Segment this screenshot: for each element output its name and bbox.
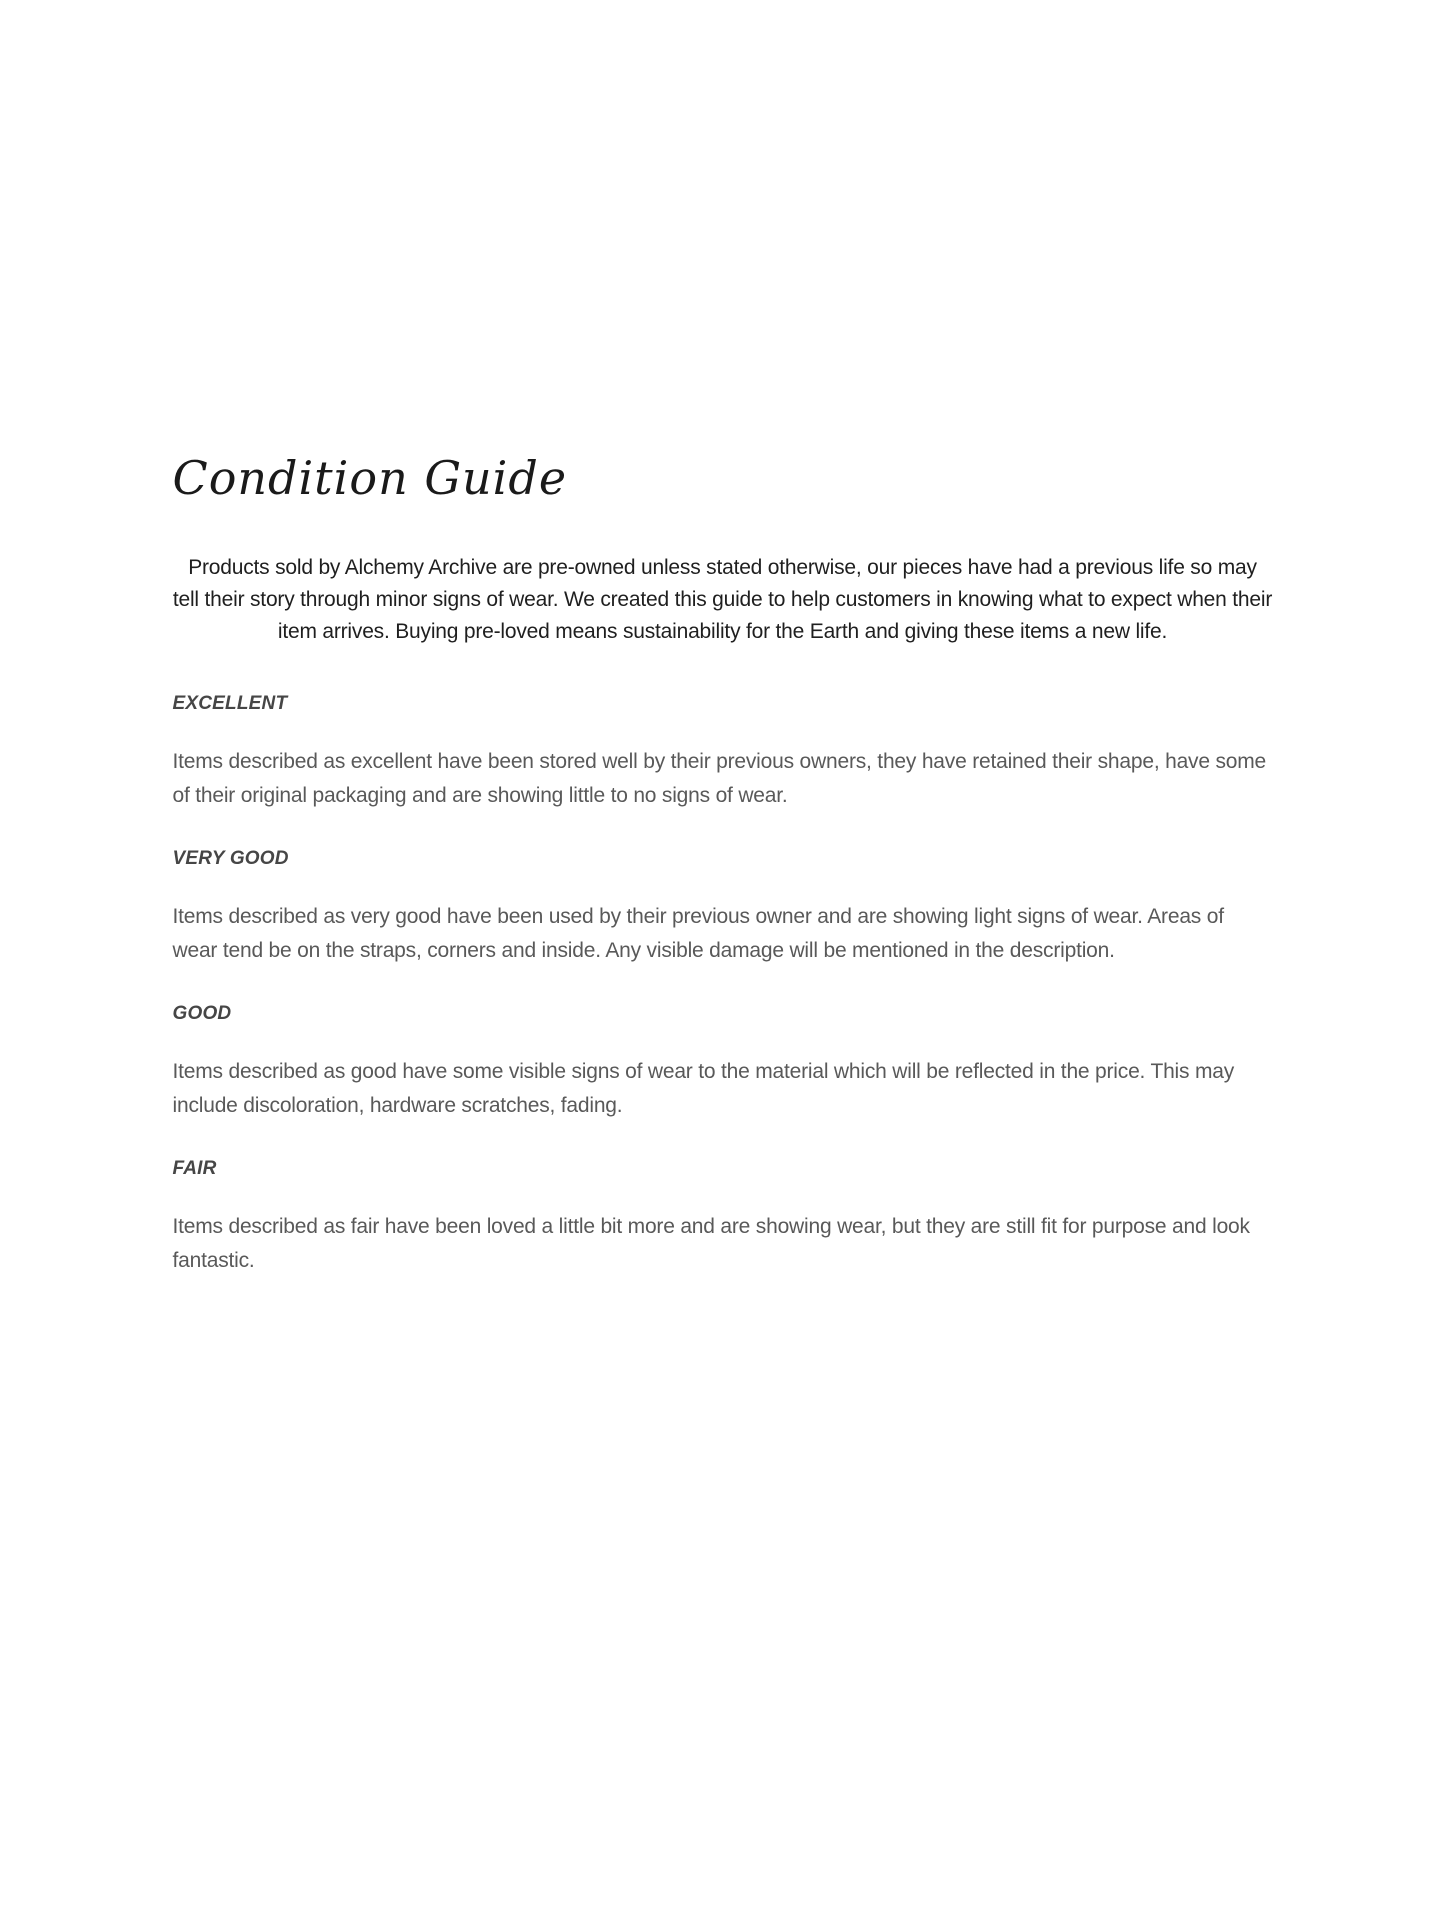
grade-heading-excellent: EXCELLENT (172, 693, 288, 714)
condition-section-excellent (173, 692, 1273, 813)
grade-description-good: Items described as good have some visible signs of wear to the material which will be reflected in the price. This may include discoloration, hardware scratches, fading. (172, 1060, 1235, 1117)
grade-description-fair: Items described as fair have been loved a little bit more and are showing wear, but they are still fit for purpose and look fantastic. (172, 1215, 1250, 1272)
grade-description-very-good: Items described as very good have been used by their previous owner and are showing light signs of wear. Areas of wear tend be on the straps, corners and inside. Any visible damage will be mentioned in the description. (172, 905, 1224, 962)
condition-guide-page (173, 0, 1273, 1278)
grade-description-excellent: Items described as excellent have been stored well by their previous owners, they have retained their shape, have some of their original packaging and are showing little to no signs of wear. (172, 750, 1267, 807)
page-title: Condition Guide (172, 451, 568, 505)
condition-section-fair (173, 1157, 1273, 1278)
condition-section-very-good (173, 847, 1273, 968)
grade-heading-good: GOOD (172, 1003, 232, 1024)
grade-heading-very-good: VERY GOOD (172, 848, 289, 869)
intro-paragraph: Products sold by Alchemy Archive are pre-owned unless stated otherwise, our pieces have had a previous life so may tell their story through minor signs of wear. We created this guide to help customers in knowing what to expect when their item arrives. Buying pre-loved means sustainability for the Earth and giving these items a new life. (172, 556, 1273, 643)
condition-section-good (173, 1002, 1273, 1123)
grade-heading-fair: FAIR (172, 1158, 217, 1179)
